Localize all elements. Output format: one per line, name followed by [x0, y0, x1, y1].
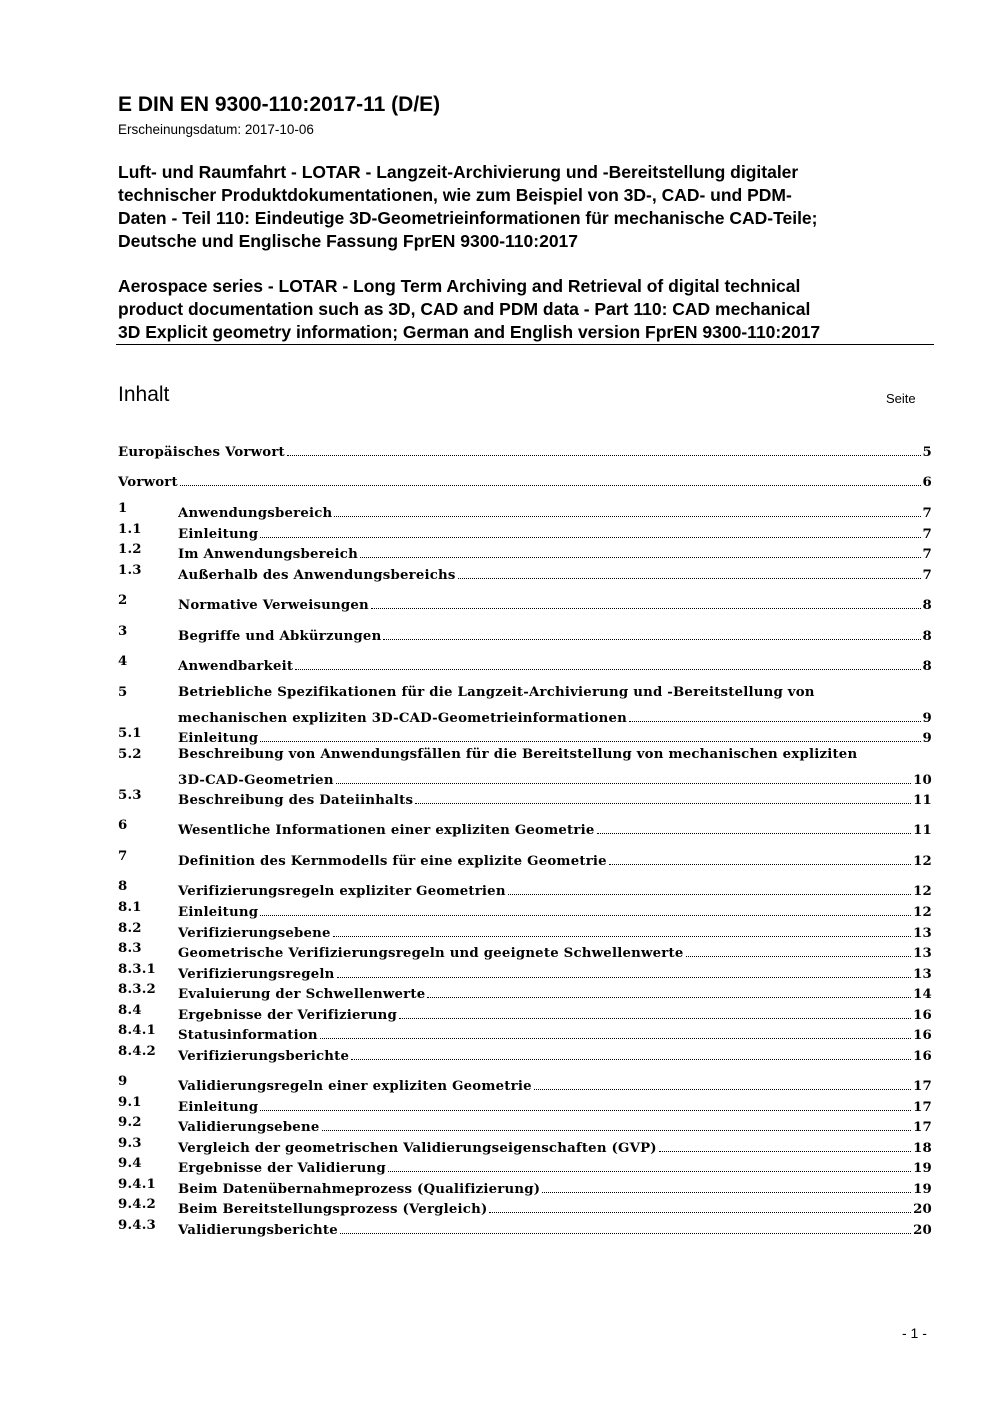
toc-dot-leader: [260, 740, 920, 742]
toc-dot-leader: [629, 720, 921, 722]
toc-entry-line: [178, 726, 932, 746]
toc-entry-title: Geometrische Verifizierungsregeln und geeignete Schwellenwerte: [178, 946, 684, 961]
toc-entry[interactable]: [118, 654, 932, 675]
toc-entry-page: 7: [922, 527, 932, 542]
toc-entry[interactable]: [118, 726, 932, 747]
toc-entry-page: 6: [922, 475, 932, 490]
toc-entry-line: [178, 624, 932, 644]
toc-entry-title: Anwendungsbereich: [178, 506, 333, 521]
toc-entry-title: Einleitung: [178, 527, 259, 542]
toc-entry-line: [118, 440, 932, 460]
toc-entry-line: [178, 563, 932, 583]
toc-entry-title: Definition des Kernmodells für eine explizite Geometrie: [178, 854, 607, 869]
toc-entry[interactable]: [118, 501, 932, 522]
toc-entry-page: 12: [913, 884, 932, 899]
toc-entry[interactable]: [118, 522, 932, 543]
toc-entry-line: [178, 1074, 932, 1094]
title-english-line: product documentation such as 3D, CAD and PDM data - Part 110: CAD mechanical: [118, 299, 811, 319]
toc-entry-line: [178, 1197, 932, 1217]
toc-entry-number: 1.3: [118, 563, 142, 578]
toc-entry-page: 13: [913, 946, 932, 961]
toc-dot-leader: [427, 996, 911, 998]
toc-entry-number: 8.3.2: [118, 982, 157, 997]
toc-dot-leader: [489, 1211, 911, 1213]
toc-entry-line: [178, 1003, 932, 1023]
toc-entry[interactable]: [118, 941, 932, 962]
toc-entry-number: 3: [118, 624, 128, 639]
toc-entry[interactable]: [118, 563, 932, 584]
toc-entry-title: Validierungsberichte: [178, 1223, 338, 1238]
toc-entry-line: [178, 941, 932, 961]
toc-entry-page: 8: [922, 659, 932, 674]
toc-dot-leader: [388, 1170, 911, 1172]
toc-entry[interactable]: [118, 982, 932, 1003]
toc-entry-line: [178, 962, 932, 982]
toc-dot-leader: [542, 1191, 911, 1193]
toc-dot-leader: [260, 536, 920, 538]
toc-entry-title: Wesentliche Informationen einer expliziten Geometrie: [178, 823, 595, 838]
toc-entry[interactable]: [118, 1003, 932, 1024]
toc-dot-leader: [334, 515, 920, 517]
toc-entry[interactable]: [118, 542, 932, 563]
title-german-line: Luft- und Raumfahrt - LOTAR - Langzeit-Archivierung und -Bereitstellung digitaler: [118, 162, 799, 182]
toc-entry-line: [178, 788, 932, 808]
toc-entry-number: 9: [118, 1074, 128, 1089]
toc-entry-number: 5.2: [118, 747, 142, 762]
toc-entry-line: [178, 1023, 932, 1043]
toc-entry-title: Ergebnisse der Validierung: [178, 1161, 386, 1176]
toc-entry-title: Ergebnisse der Verifizierung: [178, 1008, 398, 1023]
toc-entry-line: [178, 921, 932, 941]
toc-entry-number: 4: [118, 654, 128, 669]
toc-entry-line: [178, 1177, 932, 1197]
toc-entry-page: 12: [913, 854, 932, 869]
toc-entry-page: 16: [913, 1049, 932, 1064]
toc-entry-line: [178, 849, 932, 869]
toc-entry-line: [178, 501, 932, 521]
title-english-line: Aerospace series - LOTAR - Long Term Archiving and Retrieval of digital technical: [118, 276, 801, 296]
toc-entry-number: 8.3.1: [118, 962, 157, 977]
toc-entry-page: 9: [922, 711, 932, 726]
toc-entry-page: 7: [922, 547, 932, 562]
toc-entry-number: 1.1: [118, 522, 142, 537]
toc-entry-title: Einleitung: [178, 905, 259, 920]
toc-entry-line: [178, 1156, 932, 1176]
toc-entry-page: 19: [913, 1182, 932, 1197]
document-id: E DIN EN 9300-110:2017-11 (D/E): [118, 93, 441, 116]
toc-entry-line: [178, 522, 932, 542]
toc-dot-leader: [534, 1088, 911, 1090]
toc-entry-number: 9.3: [118, 1136, 142, 1151]
toc-entry-number: 8.4: [118, 1003, 142, 1018]
toc-entry-title: Statusinformation: [178, 1028, 318, 1043]
toc-entry-line: [118, 470, 932, 490]
toc-dot-leader: [287, 454, 921, 456]
toc-entry-page: 10: [913, 773, 932, 788]
toc-entry-number: 9.4.3: [118, 1218, 157, 1233]
toc-entry-page: 17: [913, 1120, 932, 1135]
toc-entry-line: [178, 818, 932, 838]
toc-entry-line: [178, 879, 932, 899]
toc-entry-title: Evaluierung der Schwellenwerte: [178, 987, 426, 1002]
toc-entry[interactable]: [118, 470, 932, 491]
title-english: [118, 275, 938, 344]
toc-dot-leader: [458, 577, 921, 579]
toc-entry[interactable]: [118, 788, 932, 809]
toc-entry[interactable]: [118, 962, 932, 983]
toc-entry[interactable]: [118, 900, 932, 921]
toc-entry-page: 11: [913, 793, 932, 808]
toc-dot-leader: [180, 484, 921, 486]
toc-entry-page: 14: [913, 987, 932, 1002]
toc-dot-leader: [508, 893, 911, 895]
toc-entry[interactable]: [118, 1156, 932, 1177]
toc-entry-number: 8.2: [118, 921, 142, 936]
toc-dot-leader: [686, 955, 912, 957]
toc-entry-number: 9.4.1: [118, 1177, 157, 1192]
toc-entry-line: [178, 768, 932, 788]
toc-entry[interactable]: [118, 1115, 932, 1136]
page-number: - 1 -: [902, 1325, 927, 1341]
toc-entry-title: Vorwort: [118, 475, 178, 490]
toc-entry-number: 7: [118, 849, 128, 864]
toc-entry-page: 5: [922, 445, 932, 460]
toc-entry-title-line1: Beschreibung von Anwendungsfällen für die Bereitstellung von mechanischen expliziten: [178, 747, 858, 762]
toc-entry[interactable]: [118, 1218, 932, 1239]
toc-entry-number: 9.4.2: [118, 1197, 157, 1212]
toc-entry-title: Einleitung: [178, 731, 259, 746]
toc-entry-page: 17: [913, 1100, 932, 1115]
title-english-line: 3D Explicit geometry information; German and English version FprEN 9300-110:2017: [118, 322, 821, 342]
toc-dot-leader: [360, 556, 921, 558]
toc-entry-page: 20: [913, 1202, 932, 1217]
toc-entry-title: Verifizierungsregeln expliziter Geometrien: [178, 884, 506, 899]
toc-entry-number: 8.3: [118, 941, 142, 956]
toc-entry-number: 1.2: [118, 542, 142, 557]
toc-entry-page: 17: [913, 1079, 932, 1094]
toc-entry-page: 8: [922, 598, 932, 613]
toc-entry-title: Validierungsebene: [178, 1120, 320, 1135]
toc-entry-line: [178, 654, 932, 674]
toc-entry[interactable]: [118, 1177, 932, 1198]
toc-entry-page: 13: [913, 967, 932, 982]
toc-entry[interactable]: [118, 624, 932, 645]
toc-entry-page: 20: [913, 1223, 932, 1238]
toc-entry-line: [178, 1218, 932, 1238]
toc-entry[interactable]: [118, 747, 932, 788]
toc-entry[interactable]: [118, 1044, 932, 1065]
toc-entry[interactable]: [118, 1023, 932, 1044]
toc-entry-line: [178, 593, 932, 613]
toc-entry-line: [178, 1044, 932, 1064]
toc-entry-title: Validierungsregeln einer expliziten Geometrie: [178, 1079, 532, 1094]
toc-entry-title: Verifizierungsberichte: [178, 1049, 350, 1064]
toc-entry-title: Verifizierungsregeln: [178, 967, 335, 982]
toc-dot-leader: [337, 976, 912, 978]
toc-entry-title: Begriffe und Abkürzungen: [178, 629, 382, 644]
toc-entry-page: 11: [913, 823, 932, 838]
toc-entry-page: 16: [913, 1008, 932, 1023]
toc-dot-leader: [415, 802, 911, 804]
toc-entry-page: 18: [913, 1141, 932, 1156]
toc-dot-leader: [399, 1017, 911, 1019]
toc-dot-leader: [336, 782, 911, 784]
toc-dot-leader: [340, 1232, 911, 1234]
toc-entry-page: 7: [922, 568, 932, 583]
toc-entry[interactable]: [118, 921, 932, 942]
toc-dot-leader: [320, 1037, 911, 1039]
toc-entry-line: [178, 706, 932, 726]
toc-entry-number: 5.3: [118, 788, 142, 803]
toc-entry-number: 5.1: [118, 726, 142, 741]
toc-dot-leader: [322, 1129, 912, 1131]
title-german-line: Deutsche und Englische Fassung FprEN 9300-110:2017: [118, 231, 579, 251]
toc-entry-number: 2: [118, 593, 128, 608]
toc-entry[interactable]: [118, 685, 932, 726]
toc-entry-title: Beschreibung des Dateiinhalts: [178, 793, 414, 808]
toc-entry-number: 5: [118, 685, 128, 700]
toc-entry-page: 19: [913, 1161, 932, 1176]
toc-entry-number: 1: [118, 501, 128, 516]
toc-entry-title: Anwendbarkeit: [178, 659, 294, 674]
toc-entry-line: [178, 1115, 932, 1135]
issue-date: Erscheinungsdatum: 2017-10-06: [118, 122, 314, 137]
toc-entry[interactable]: [118, 1074, 932, 1095]
toc-entry-title: Vergleich der geometrischen Validierungseigenschaften (GVP): [178, 1141, 657, 1156]
toc-entry-number: 8.1: [118, 900, 142, 915]
toc-entry-title: Europäisches Vorwort: [118, 445, 285, 460]
toc-entry-title: mechanischen expliziten 3D-CAD-Geometrieinformationen: [178, 711, 627, 726]
toc-dot-leader: [351, 1058, 911, 1060]
toc-entry-line: [178, 1136, 932, 1156]
toc-dot-leader: [383, 638, 920, 640]
toc-entry[interactable]: [118, 1197, 932, 1218]
toc-entry-title: Beim Datenübernahmeprozess (Qualifizierung): [178, 1182, 541, 1197]
toc-entry-number: 8: [118, 879, 128, 894]
toc-entry-page: 12: [913, 905, 932, 920]
toc-entry-title: Beim Bereitstellungsprozess (Vergleich): [178, 1202, 488, 1217]
toc-entry-title: Außerhalb des Anwendungsbereichs: [178, 568, 456, 583]
toc-entry-number: 8.4.2: [118, 1044, 157, 1059]
toc-entry-number: 6: [118, 818, 128, 833]
toc-entry[interactable]: [118, 593, 932, 614]
toc-entry-number: 9.1: [118, 1095, 142, 1110]
toc-heading: Inhalt: [118, 383, 170, 406]
title-german: [118, 161, 938, 253]
toc-dot-leader: [260, 1109, 911, 1111]
toc-dot-leader: [371, 607, 921, 609]
toc-entry-line: [178, 1095, 932, 1115]
toc-entry[interactable]: [118, 1136, 932, 1157]
toc-entry-line: [178, 900, 932, 920]
toc-entry-page: 9: [922, 731, 932, 746]
title-divider: [116, 344, 934, 345]
toc-dot-leader: [295, 668, 920, 670]
toc-entry-page: 8: [922, 629, 932, 644]
toc-entry[interactable]: [118, 440, 932, 461]
toc-dot-leader: [260, 914, 911, 916]
toc-dot-leader: [659, 1150, 911, 1152]
toc-entry-title: Normative Verweisungen: [178, 598, 369, 613]
toc-entry-number: 9.4: [118, 1156, 142, 1171]
toc-entry-title: Verifizierungsebene: [178, 926, 331, 941]
toc-entry-line: [178, 542, 932, 562]
title-german-line: technischer Produktdokumentationen, wie zum Beispiel von 3D-, CAD- und PDM-: [118, 185, 792, 205]
toc-entry[interactable]: [118, 818, 932, 839]
toc-entry[interactable]: [118, 1095, 932, 1116]
toc-entry[interactable]: [118, 849, 932, 870]
toc-entry[interactable]: [118, 879, 932, 900]
toc-entry-number: 8.4.1: [118, 1023, 157, 1038]
toc-dot-leader: [597, 832, 912, 834]
toc-entry-line: [178, 982, 932, 1002]
toc-dot-leader: [333, 935, 911, 937]
toc-entry-title: Einleitung: [178, 1100, 259, 1115]
toc-entry-page: 13: [913, 926, 932, 941]
toc-entry-number: 9.2: [118, 1115, 142, 1130]
toc-entry-title: Im Anwendungsbereich: [178, 547, 358, 562]
toc-entry-page: 16: [913, 1028, 932, 1043]
toc-entry-title-line1: Betriebliche Spezifikationen für die Langzeit-Archivierung und -Bereitstellung von: [178, 685, 815, 700]
toc-page-label: Seite: [886, 391, 916, 406]
toc-dot-leader: [609, 863, 911, 865]
toc-entry-title: 3D-CAD-Geometrien: [178, 773, 334, 788]
toc-entry-page: 7: [922, 506, 932, 521]
title-german-line: Daten - Teil 110: Eindeutige 3D-Geometrieinformationen für mechanische CAD-Teile;: [118, 208, 818, 228]
